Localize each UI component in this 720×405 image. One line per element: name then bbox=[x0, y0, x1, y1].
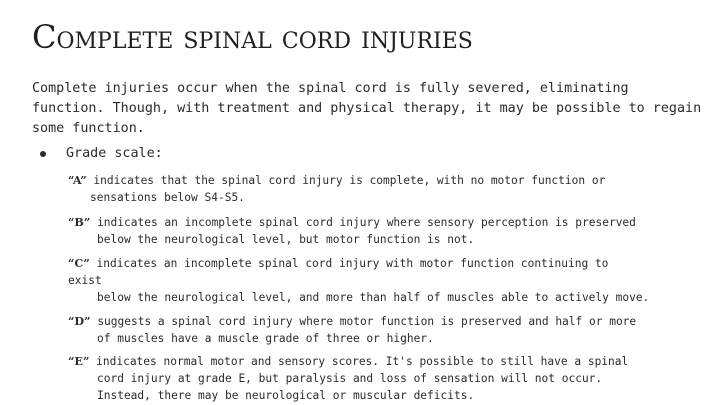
grade-e-letter: “E” bbox=[68, 354, 90, 368]
grade-c-letter: “C” bbox=[68, 256, 90, 270]
grade-a-letter: “A” bbox=[68, 173, 87, 187]
grade-scale-label: Grade scale: bbox=[66, 146, 163, 161]
grade-scale-bullet bbox=[40, 146, 163, 161]
grade-d-line2: of muscles have a muscle grade of three or higher. bbox=[97, 332, 434, 345]
bullet-dot-icon bbox=[40, 151, 46, 157]
grade-e-line1: indicates normal motor and sensory scores. It's possible to still have a spinal bbox=[89, 355, 629, 368]
grade-e-line2: cord injury at grade E, but paralysis and loss of sensation will not occur. bbox=[97, 372, 603, 385]
grade-e-item bbox=[68, 353, 708, 404]
grade-d-letter: “D” bbox=[68, 314, 91, 328]
grade-a-item bbox=[68, 172, 708, 206]
grade-b-line2: below the neurological level, but motor function is not. bbox=[97, 233, 475, 246]
page-title: Complete spinal cord injuries bbox=[32, 18, 473, 56]
grade-c-line1: indicates an incomplete spinal cord injury with motor function continuing to bbox=[89, 257, 609, 270]
grade-c-item bbox=[68, 255, 708, 306]
grade-b-item bbox=[68, 214, 708, 248]
intro-paragraph: Complete injuries occur when the spinal cord is fully severed, eliminating function. Though, with treatment and physical therapy, it may be possible to regain some function. bbox=[32, 81, 702, 136]
grade-e-line3: Instead, there may be neurological or muscular deficits. bbox=[97, 389, 475, 402]
grade-c-line1b: exist bbox=[68, 274, 102, 287]
grade-b-letter: “B” bbox=[68, 215, 91, 229]
grade-a-line1: indicates that the spinal cord injury is complete, with no motor function or bbox=[86, 174, 606, 187]
grade-d-item bbox=[68, 313, 708, 347]
grade-c-line2: below the neurological level, and more than half of muscles able to actively move. bbox=[97, 291, 650, 304]
grade-b-line1: indicates an incomplete spinal cord injury where sensory perception is preserved bbox=[90, 216, 636, 229]
grade-d-line1: suggests a spinal cord injury where motor function is preserved and half or more bbox=[90, 315, 637, 328]
grade-a-line2: sensations below S4-S5. bbox=[90, 191, 245, 204]
